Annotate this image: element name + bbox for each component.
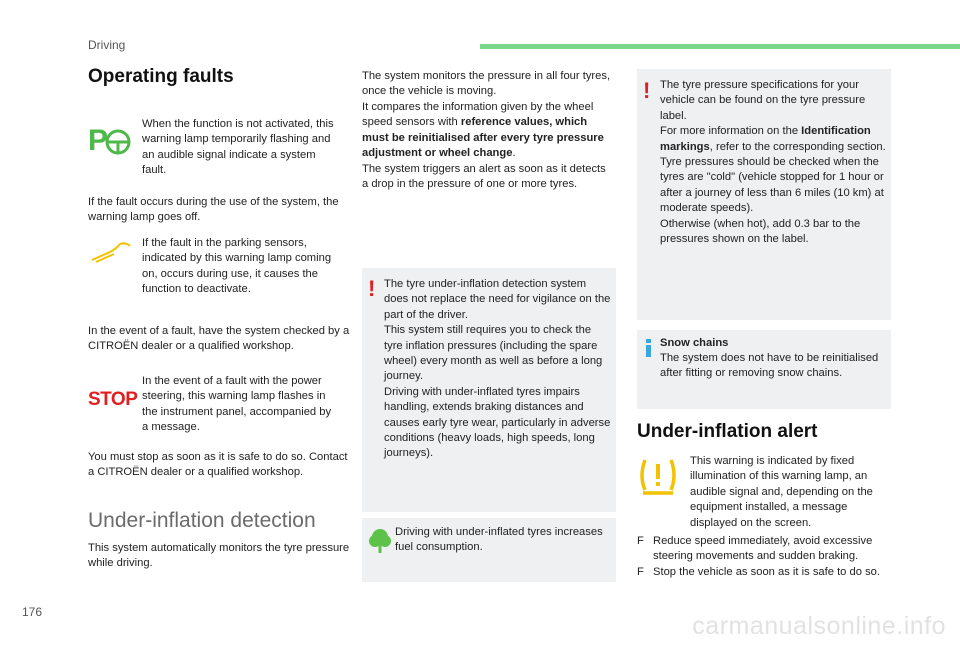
spec-exclamation-icon: ! bbox=[643, 78, 651, 103]
parking-sensor-text: If the fault in the parking sensors, indicated by this warning lamp coming on, occurs during use, it causes the function to deactivate. bbox=[142, 237, 332, 296]
spec-text-bold: Identification markings bbox=[660, 125, 871, 153]
under-inflation-alert-title: Under-inflation alert bbox=[637, 421, 818, 442]
tyre-pressure-spec-text bbox=[660, 78, 888, 247]
stop-warning-icon: STOP bbox=[88, 389, 138, 410]
alert-bullet-list bbox=[637, 534, 895, 580]
bullet-stop-vehicle-text: Stop the vehicle as soon as it is safe to do so. bbox=[653, 565, 880, 578]
fault-during-use-text: If the fault occurs during the use of the system, the warning lamp goes off. bbox=[88, 196, 339, 224]
svg-text:P: P bbox=[88, 124, 109, 157]
bullet-mark: F bbox=[637, 565, 644, 578]
watermark: carmanualsonline.info bbox=[692, 612, 946, 640]
must-stop-text: You must stop as soon as it is safe to do so. Contact a CITROËN dealer or a qualified workshop. bbox=[88, 451, 348, 479]
spec-text-pre: The tyre pressure specifications for your vehicle can be found on the tyre pressure label. For more information on the bbox=[660, 79, 866, 138]
power-steering-fault-text: In the event of a fault with the power steering, this warning lamp flashes in the instrument panel, accompanied by a message. bbox=[142, 375, 332, 434]
snow-chains-text: The system does not have to be reinitialised after fitting or removing snow chains. bbox=[660, 352, 879, 380]
operating-faults-title: Operating faults bbox=[88, 66, 234, 87]
eco-tree-icon bbox=[369, 528, 391, 554]
tyre-pressure-warning-icon bbox=[637, 456, 679, 496]
parking-sensor-icon bbox=[90, 240, 132, 264]
alert-trigger-text: The system triggers an alert as soon as it detects a drop in the pressure of one or more tyres. bbox=[362, 163, 606, 191]
steering-assist-warning-icon bbox=[88, 122, 134, 162]
system-monitors-text: The system monitors the pressure in all four tyres, once the vehicle is moving. bbox=[362, 70, 611, 98]
compare-text-pre: It compares the information given by the wheel speed sensors with bbox=[362, 101, 594, 129]
section-label: Driving bbox=[88, 38, 126, 52]
bullet-stop-vehicle bbox=[637, 565, 895, 580]
monitors-pressure-text: This system automatically monitors the tyre pressure while driving. bbox=[88, 542, 350, 570]
compare-text-bold: reference values, which must be reinitialised after every tyre pressure adjustment or wheel change bbox=[362, 116, 604, 160]
warning-exclamation-icon: ! bbox=[368, 276, 376, 301]
p-icon-description: When the function is not activated, this warning lamp temporarily flashing and an audible signal indicate a system fault. bbox=[142, 118, 334, 177]
compare-text-post: . bbox=[512, 147, 516, 160]
header-accent-bar bbox=[480, 44, 960, 49]
bullet-reduce-speed-text: Reduce speed immediately, avoid excessive steering movements and sudden braking. bbox=[653, 535, 873, 563]
snow-chains-title: Snow chains bbox=[660, 337, 729, 349]
page-number: 176 bbox=[22, 605, 43, 619]
alert-description-text: This warning is indicated by fixed illumination of this warning lamp, an audible signal and, depending on the equipment installed, a message displayed on the screen. bbox=[690, 455, 873, 529]
spec-text-post: , refer to the corresponding section. Tyre pressures should be checked when the tyres are "cold" (vehicle stopped for 1 hour or after a journey of less than 6 miles (10 km) at moderate speeds). Otherwise (when hot), add 0.3 bar to the pressures shown on the label. bbox=[660, 140, 886, 246]
bullet-mark: F bbox=[637, 535, 644, 547]
fault-check-text: In the event of a fault, have the system checked by a CITROËN dealer or a qualified workshop. bbox=[88, 325, 350, 353]
vigilance-warning-text: The tyre under-inflation detection system does not replace the need for vigilance on the part of the driver. This system still requires you to check the tyre inflation pressures (including the spare wheel) every month as well as before a long journey. Driving with under-inflated tyres impairs handling, extends braking distances and causes early tyre wear, particularly in adverse conditions (heavy loads, high speeds, long journeys). bbox=[384, 278, 611, 460]
bullet-reduce-speed bbox=[637, 534, 895, 565]
info-icon bbox=[646, 339, 652, 357]
fuel-consumption-text: Driving with under-inflated tyres increases fuel consumption. bbox=[395, 526, 603, 554]
under-inflation-detection-subtitle: Under-inflation detection bbox=[88, 509, 316, 532]
compare-reference-text bbox=[362, 100, 612, 162]
